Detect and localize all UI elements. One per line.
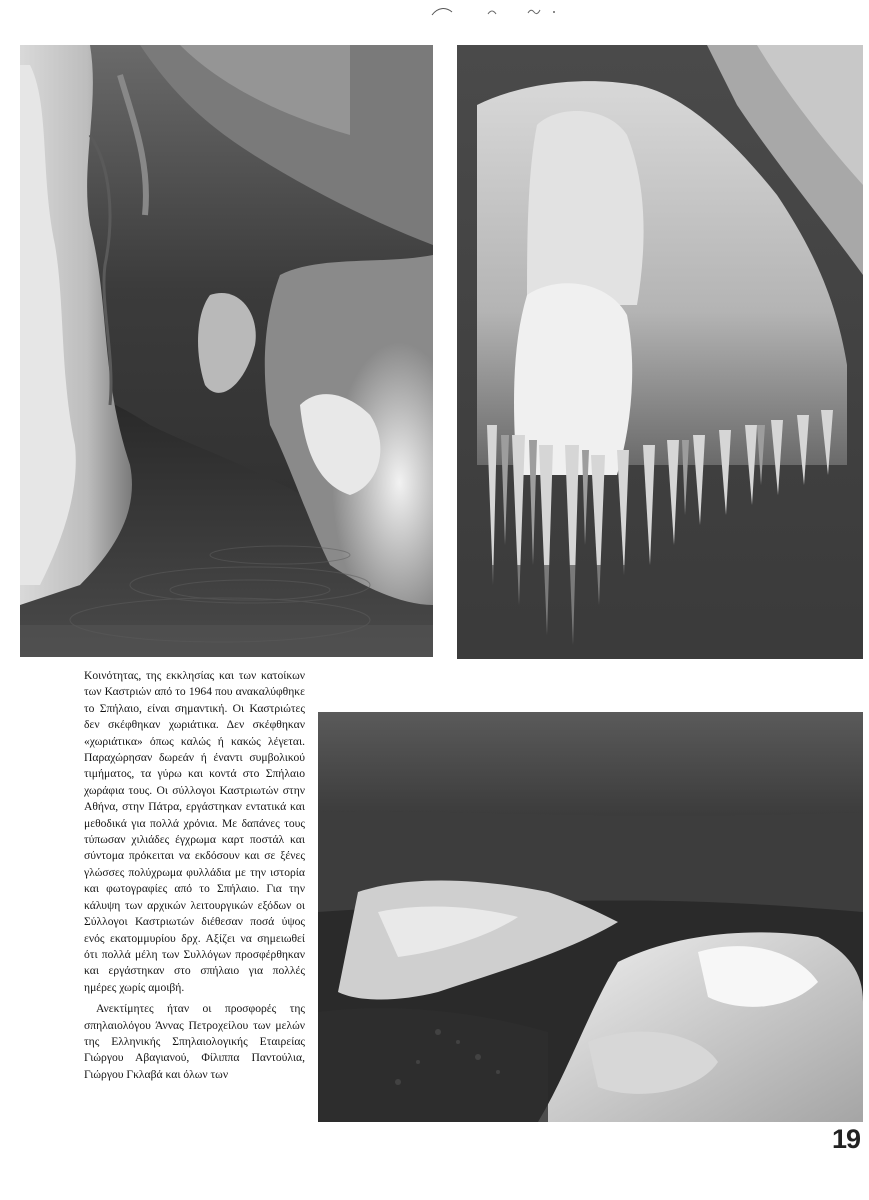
page-number: 19: [832, 1124, 861, 1154]
stalactites-photo: [457, 45, 863, 659]
pen-mark: [428, 4, 578, 18]
flowstone-pool-photo: [318, 712, 863, 1122]
article-text-column: [84, 668, 305, 1083]
article-paragraph: Ανεκτίμητες ήταν οι προσφορές της σπηλαιολόγου Άννας Πετροχείλου των μελών της Ελληνικής Σπηλαιολογικής Εταιρείας Γιώργου Αβαγιανού, Φίλιππα Παντούλια, Γιώργου Γκλαβά και όλων των: [84, 1002, 305, 1081]
article-paragraph: Κοινότητας, της εκκλησίας και των κατοίκων των Καστριών από το 1964 που ανακαλύφθηκε το Σπήλαιο, είναι σημαντική. Οι Καστριώτες δεν σκέφθηκαν χωριάτικα. Δεν σκέφθηκαν «χωριάτικα» όπως καλώς ή κακώς λέγεται. Παραχώρησαν δωρεάν ή έναντι συμβολικού τιμήματος, τα γύρω και κοντά στο Σπήλαιο χωράφια τους. Οι σύλλογοι Καστριωτών στην Αθήνα, στην Πάτρα, εργάστηκαν εντατικά και μεθοδικά για πολλά χρόνια. Με δαπάνες τους τύπωσαν χιλιάδες έγχρωμα καρτ ποστάλ και σύντομα πρόκειται να εκδόσουν και σε ξένες γλώσσες πολύχρωμα φυλλάδια με την ιστορία και φωτογραφίες από το Σπήλαιο. Για την κάλυψη των αρχικών λειτουργικών εξόδων οι Σύλλογοι Καστριωτών διέθεσαν ποσά ύψος ενός εκατομμυρίου δρχ. Αξίζει να σημειωθεί ότι πολλά μέλη των Συλλόγων προσφέρθηκαν και εργάστηκαν στο σπήλαιο για πολλές ημέρες χωρίς αμοιβή.: [84, 669, 305, 994]
cave-passage-photo: [20, 45, 433, 657]
